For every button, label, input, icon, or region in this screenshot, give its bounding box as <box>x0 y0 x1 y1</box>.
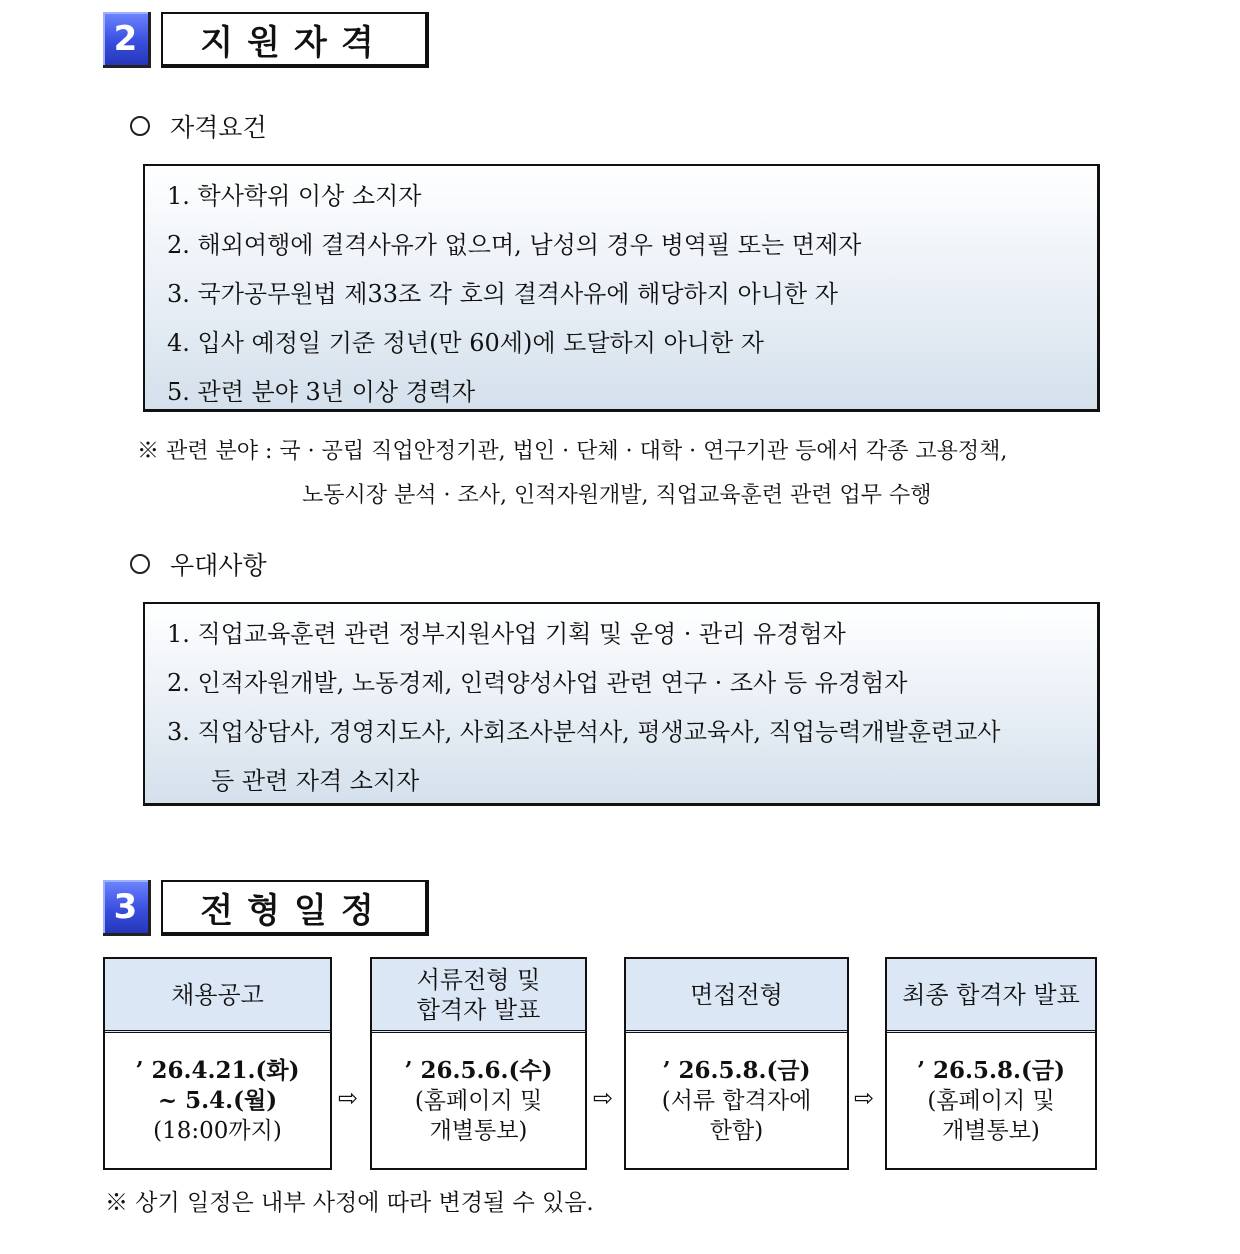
step-date: ’ 26.5.8.(금) (서류 합격자에 한함) <box>661 1056 812 1144</box>
preferences-heading <box>130 546 267 582</box>
list-item: 1. 직업교육훈련 관련 정부지원사업 기획 및 운영 · 관리 유경험자 <box>167 620 846 648</box>
circle-bullet-icon <box>130 554 150 574</box>
list-item: 2. 인적자원개발, 노동경제, 인력양성사업 관련 연구 · 조사 등 유경험자 <box>167 669 908 697</box>
qualifications-note-line1: ※ 관련 분야 : 국 · 공립 직업안정기관, 법인 · 단체 · 대학 · 연구기관 등에서 각종 고용정책, <box>137 439 1008 464</box>
list-item: 3. 직업상담사, 경영지도사, 사회조사분석사, 평생교육사, 직업능력개발훈련교사 <box>167 718 1001 746</box>
section-title: 전형일정 <box>161 880 429 936</box>
schedule-step-final-announcement <box>885 957 1097 1170</box>
list-item-continuation: 등 관련 자격 소지자 <box>211 767 420 795</box>
step-title: 최종 합격자 발표 <box>887 959 1095 1033</box>
list-item: 5. 관련 분야 3년 이상 경력자 <box>167 378 476 406</box>
qualifications-note-line2: 노동시장 분석 · 조사, 인적자원개발, 직업교육훈련 관련 업무 수행 <box>302 483 932 508</box>
list-item: 3. 국가공무원법 제33조 각 호의 결격사유에 해당하지 아니한 자 <box>167 280 838 308</box>
step-title: 면접전형 <box>626 959 847 1033</box>
heading-text: 우대사항 <box>170 551 267 580</box>
qualifications-heading <box>130 108 267 144</box>
arrow-right-icon: ⇨ <box>593 1084 614 1112</box>
schedule-step-announcement <box>103 957 332 1170</box>
step-date: ’ 26.5.6.(수) (홈페이지 및 개별통보) <box>404 1056 553 1144</box>
list-item: 4. 입사 예정일 기준 정년(만 60세)에 도달하지 아니한 자 <box>167 329 764 357</box>
arrow-right-icon: ⇨ <box>854 1084 875 1112</box>
circle-bullet-icon <box>130 116 150 136</box>
step-title: 채용공고 <box>105 959 330 1033</box>
preferences-box <box>143 602 1100 806</box>
qualifications-box <box>143 164 1100 412</box>
heading-text: 자격요건 <box>170 113 267 142</box>
schedule-footnote: ※ 상기 일정은 내부 사정에 따라 변경될 수 있음. <box>105 1190 594 1216</box>
list-item: 1. 학사학위 이상 소지자 <box>167 182 422 210</box>
step-date: ’ 26.5.8.(금) (홈페이지 및 개별통보) <box>916 1056 1066 1144</box>
schedule-step-interview <box>624 957 849 1170</box>
list-item: 2. 해외여행에 결격사유가 없으며, 남성의 경우 병역필 또는 면제자 <box>167 231 862 259</box>
step-date: ’ 26.4.21.(화) ~ 5.4.(월) (18:00까지) <box>135 1056 300 1144</box>
section-number: 3 <box>103 880 151 936</box>
section-title: 지원자격 <box>161 12 429 68</box>
schedule-step-document-screening <box>370 957 587 1170</box>
arrow-right-icon: ⇨ <box>338 1084 359 1112</box>
step-title: 서류전형 및 합격자 발표 <box>372 959 585 1033</box>
section-number: 2 <box>103 12 151 68</box>
